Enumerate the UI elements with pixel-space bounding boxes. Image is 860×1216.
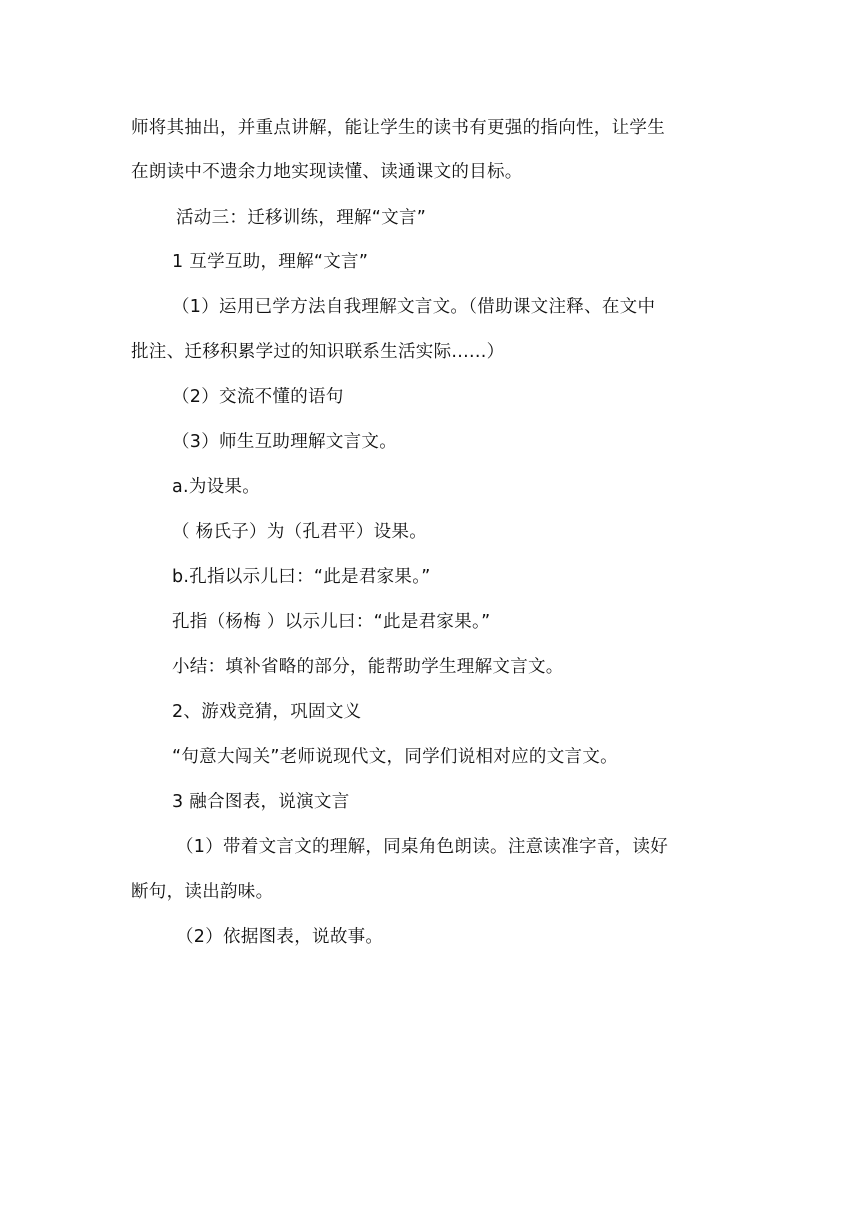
section-heading: 2、游戏竞猜，巩固文义 xyxy=(172,702,362,722)
section-heading: 3 融合图表，说演文言 xyxy=(172,792,350,812)
text-line: b.孔指以示儿曰：“此是君家果。” xyxy=(172,567,431,587)
text-line: 师将其抽出，并重点讲解，能让学生的读书有更强的指向性，让学生 xyxy=(131,118,665,138)
text-line: a.为设果。 xyxy=(172,477,261,497)
text-line: （2）依据图表，说故事。 xyxy=(176,927,384,947)
text-line: （2）交流不懂的语句 xyxy=(172,387,344,407)
text-line: 在朗读中不遗余力地实现读懂、读通课文的目标。 xyxy=(131,162,523,182)
text-line: （ 杨氏子）为（孔君平）设果。 xyxy=(172,522,428,542)
section-heading: 1 互学互助，理解“文言” xyxy=(172,252,369,272)
text-line: （3）师生互助理解文言文。 xyxy=(172,432,398,452)
text-line: （1）运用已学方法自我理解文言文。（借助课文注释、在文中 xyxy=(172,297,656,317)
activity-heading: 活动三：迁移训练，理解“文言” xyxy=(176,208,427,228)
summary-line: 小结：填补省略的部分，能帮助学生理解文言文。 xyxy=(172,657,564,677)
text-line: 断句，读出韵味。 xyxy=(131,882,274,902)
text-line: 孔指（杨梅 ）以示儿曰：“此是君家果。” xyxy=(172,612,491,632)
text-line: “句意大闯关”老师说现代文，同学们说相对应的文言文。 xyxy=(172,747,618,767)
text-line: 批注、迁移积累学过的知识联系生活实际......） xyxy=(131,342,505,362)
text-line: （1）带着文言文的理解，同桌角色朗读。注意读准字音，读好 xyxy=(176,837,669,857)
